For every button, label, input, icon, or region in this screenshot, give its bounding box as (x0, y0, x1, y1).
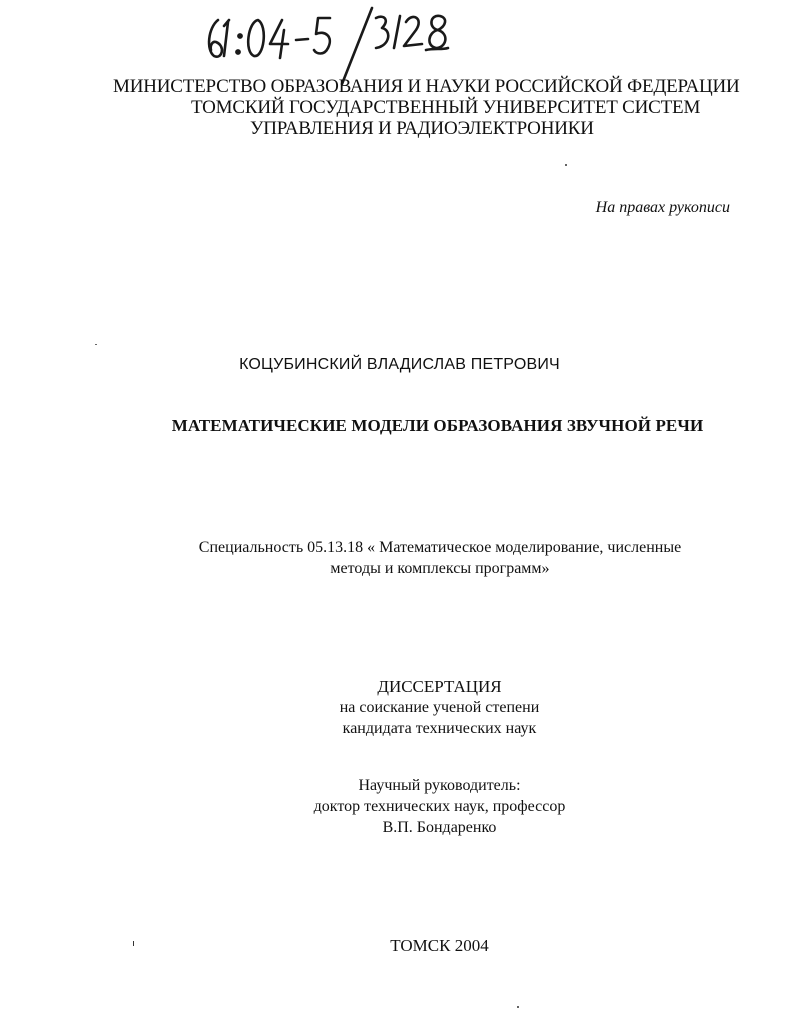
header-university-line1: ТОМСКИЙ ГОСУДАРСТВЕННЫЙ УНИВЕРСИТЕТ СИСТЕМ (191, 97, 701, 118)
author-name: КОЦУБИНСКИЙ ВЛАДИСЛАВ ПЕТРОВИЧ (239, 356, 560, 373)
header-university-line2: УПРАВЛЕНИЯ И РАДИОЭЛЕКТРОНИКИ (250, 118, 594, 139)
dissertation-block (0, 676, 799, 739)
scan-speck (517, 1006, 519, 1008)
dissertation-title: МАТЕМАТИЧЕСКИЕ МОДЕЛИ ОБРАЗОВАНИЯ ЗВУЧНОЙ РЕЧИ (171, 416, 704, 435)
manuscript-note: На правах рукописи (595, 199, 730, 216)
header-ministry: МИНИСТЕРСТВО ОБРАЗОВАНИЯ И НАУКИ РОССИЙСКОЙ ФЕДЕРАЦИИ (113, 76, 740, 97)
handwritten-archive-number (204, 6, 454, 86)
specialty-line1: Специальность 05.13.18 « Математическое моделирование, численные (198, 539, 682, 556)
advisor-name: В.П. Бондаренко (382, 819, 497, 836)
specialty (120, 537, 760, 579)
city-year: ТОМСК 2004 (390, 936, 489, 955)
advisor-label: Научный руководитель: (358, 777, 521, 794)
scan-speck (95, 344, 97, 345)
institution-header (100, 76, 740, 139)
dissertation-heading: ДИССЕРТАЦИЯ (377, 677, 502, 696)
advisor-degree: доктор технических наук, профессор (313, 798, 566, 815)
dissertation-line2: кандидата технических наук (342, 720, 537, 737)
handwritten-number-drawing (204, 6, 454, 86)
scan-speck (565, 164, 567, 166)
specialty-line2: методы и комплексы программ» (330, 560, 550, 577)
advisor-block (0, 775, 799, 838)
dissertation-line1: на соискание ученой степени (339, 699, 540, 716)
